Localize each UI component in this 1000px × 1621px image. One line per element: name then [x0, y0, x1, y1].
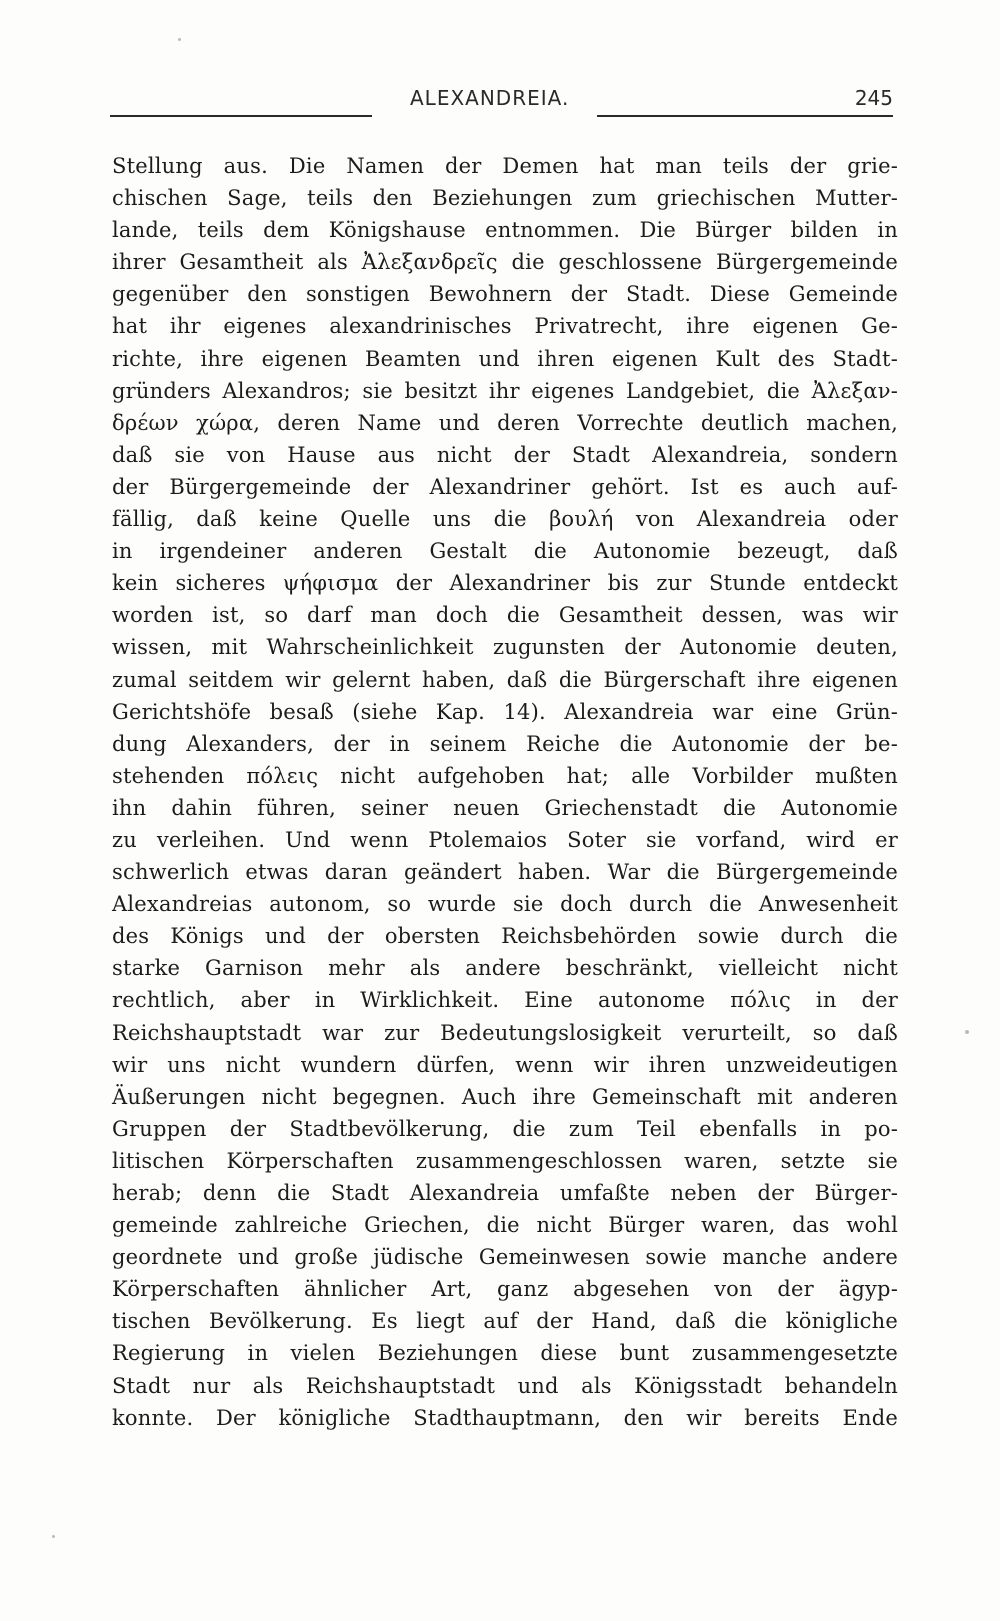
text-line: Regierung in vielen Beziehungen diese bunt zusammengesetzte: [112, 1341, 898, 1366]
text-line: Stellung aus. Die Namen der Demen hat man teils der grie-: [112, 154, 898, 178]
text-line: herab; denn die Stadt Alexandreia umfaßte neben der Bürger-: [112, 1181, 898, 1205]
text-line: fällig, daß keine Quelle uns die βουλή von Alexandreia oder: [112, 507, 898, 532]
text-line: litischen Körperschaften zusammengeschlossen waren, setzte sie: [112, 1148, 898, 1173]
text-line: rechtlich, aber in Wirklichkeit. Eine autonome πόλις in der: [112, 988, 898, 1013]
paper-speck: [178, 38, 181, 41]
text-line: richte, ihre eigenen Beamten und ihren eigenen Kult des Stadt-: [112, 346, 898, 371]
text-line: ihrer Gesamtheit als Ἀλεξανδρεῖς die geschlossene Bürgergemeinde: [112, 250, 898, 275]
text-line: starke Garnison mehr als andere beschränkt, vielleicht nicht: [112, 956, 898, 981]
text-line: Körperschaften ähnlicher Art, ganz abgesehen von der ägyp-: [112, 1277, 898, 1302]
text-line: geordnete und große jüdische Gemeinwesen sowie manche andere: [112, 1245, 898, 1270]
text-line: gegenüber den sonstigen Bewohnern der Stadt. Diese Gemeinde: [112, 282, 898, 307]
text-line: hat ihr eigenes alexandrinisches Privatrecht, ihre eigenen Ge-: [112, 314, 898, 339]
text-line: dung Alexanders, der in seinem Reiche die Autonomie der be-: [112, 731, 898, 756]
text-line: konnte. Der königliche Stadthauptmann, den wir bereits Ende: [112, 1405, 898, 1430]
text-line: daß sie von Hause aus nicht der Stadt Alexandreia, sondern: [112, 442, 898, 467]
text-line: in irgendeiner anderen Gestalt die Autonomie bezeugt, daß: [112, 539, 898, 564]
text-line: Stadt nur als Reichshauptstadt und als Königsstadt behandeln: [112, 1373, 898, 1398]
text-line: kein sicheres ψήφισμα der Alexandriner bis zur Stunde entdeckt: [112, 571, 898, 596]
paper-speck: [52, 1535, 55, 1538]
text-line: tischen Bevölkerung. Es liegt auf der Hand, daß die königliche: [112, 1309, 898, 1334]
paper-speck: [965, 1030, 969, 1034]
text-line: chischen Sage, teils den Beziehungen zum griechischen Mutter-: [112, 186, 898, 211]
text-line: worden ist, so darf man doch die Gesamtheit dessen, was wir: [112, 603, 898, 628]
text-line: wir uns nicht wundern dürfen, wenn wir ihren unzweideutigen: [112, 1052, 898, 1077]
text-line: des Königs und der obersten Reichsbehörden sowie durch die: [112, 924, 898, 949]
text-line: stehenden πόλεις nicht aufgehoben hat; alle Vorbilder mußten: [112, 763, 898, 788]
text-line: Äußerungen nicht begegnen. Auch ihre Gemeinschaft mit anderen: [112, 1084, 898, 1109]
text-line: Alexandreias autonom, so wurde sie doch durch die Anwesenheit: [112, 892, 898, 917]
running-title: ALEXANDREIA.: [410, 86, 570, 110]
body-text: [112, 150, 898, 1434]
text-line: Reichshauptstadt war zur Bedeutungslosigkeit verurteilt, so daß: [112, 1020, 898, 1045]
text-line: ihn dahin führen, seiner neuen Griechenstadt die Autonomie: [112, 795, 898, 820]
text-line: gemeinde zahlreiche Griechen, die nicht Bürger waren, das wohl: [112, 1213, 898, 1238]
text-line: Gerichtshöfe besaß (siehe Kap. 14). Alexandreia war eine Grün-: [112, 699, 898, 724]
text-line: gründers Alexandros; sie besitzt ihr eigenes Landgebiet, die Ἀλεξαν-: [112, 378, 898, 403]
header-rule-right: [597, 115, 893, 117]
text-line: wissen, mit Wahrscheinlichkeit zugunsten der Autonomie deuten,: [112, 635, 898, 660]
text-line: der Bürgergemeinde der Alexandriner gehört. Ist es auch auf-: [112, 474, 898, 499]
text-line: lande, teils dem Königshause entnommen. Die Bürger bilden in: [112, 218, 898, 243]
page-header: [110, 86, 893, 118]
text-line: δρέων χώρα, deren Name und deren Vorrechte deutlich machen,: [112, 410, 898, 435]
text-line: Gruppen der Stadtbevölkerung, die zum Teil ebenfalls in po-: [112, 1116, 898, 1141]
text-line: schwerlich etwas daran geändert haben. War die Bürgergemeinde: [112, 860, 898, 885]
text-line: zumal seitdem wir gelernt haben, daß die Bürgerschaft ihre eigenen: [112, 667, 898, 692]
header-rule-left: [110, 115, 372, 117]
text-line: zu verleihen. Und wenn Ptolemaios Soter sie vorfand, wird er: [112, 827, 898, 852]
page-number: 245: [854, 86, 893, 110]
